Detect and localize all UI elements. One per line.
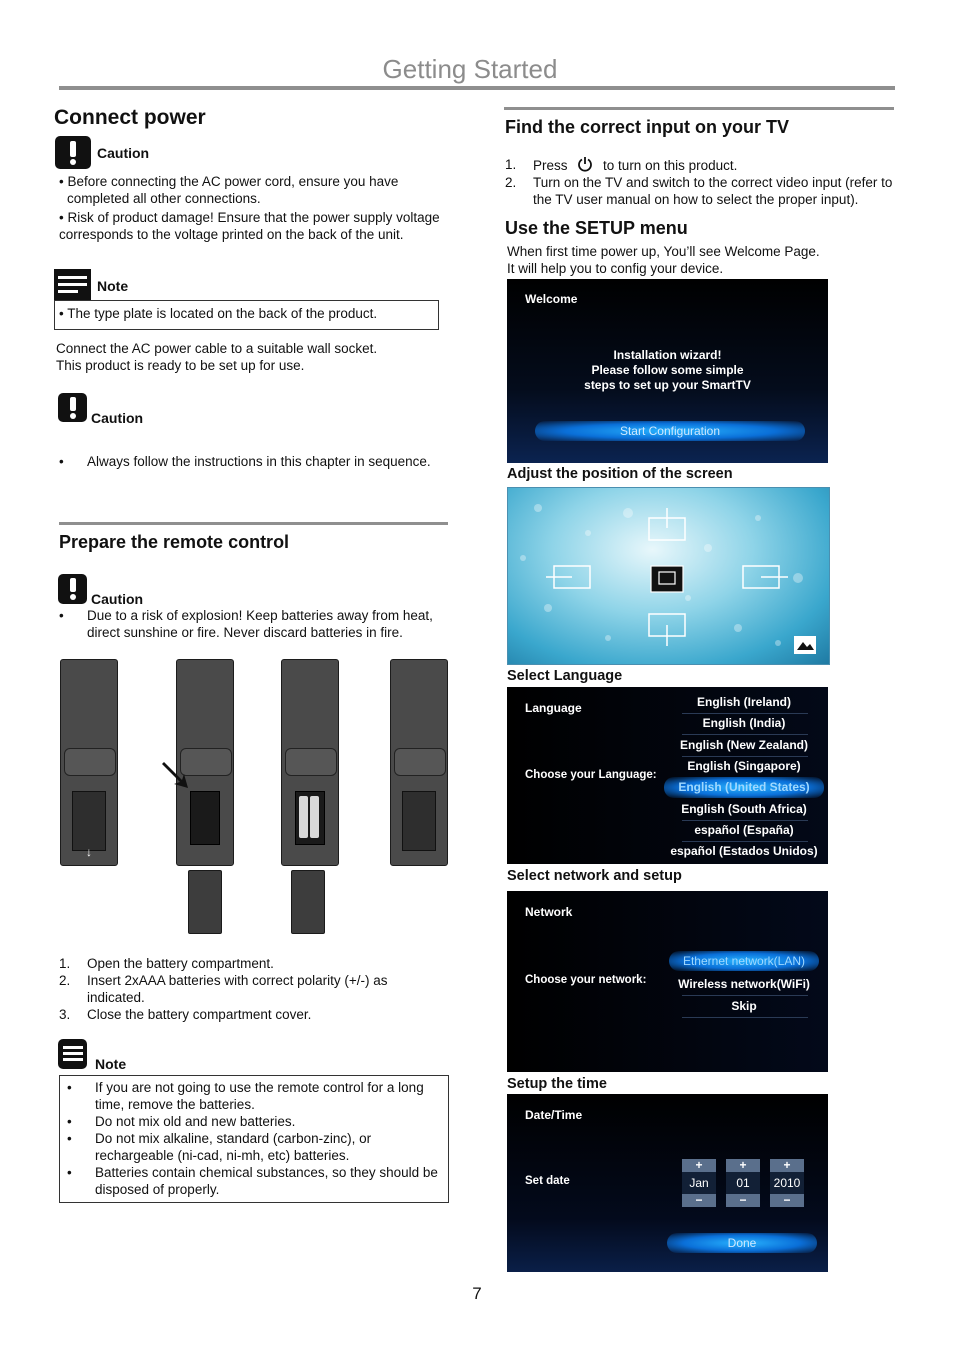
note-box (59, 1075, 449, 1203)
caution-label: Caution (91, 591, 144, 607)
setup-heading: Use the SETUP menu (505, 218, 688, 238)
language-option-selected[interactable]: English (United States) (664, 777, 824, 798)
connect-instructions (56, 340, 446, 374)
divider (682, 841, 808, 842)
paragraph: It will help you to config your device. (507, 261, 724, 276)
screen-caption: Select network and setup (507, 868, 682, 884)
step-item: 1. Open the battery compartment. (59, 956, 274, 971)
divider (682, 820, 808, 821)
welcome-screen (507, 279, 828, 463)
language-option[interactable]: English (New Zealand) (679, 738, 808, 752)
note-bullet: • Batteries contain chemical substances, so they should be disposed of properly. (67, 1165, 438, 1197)
paragraph: This product is ready to be set up for use. (56, 358, 305, 373)
arrow-icon (162, 760, 190, 790)
screen-text: Please follow some simple (591, 363, 744, 377)
caution-bullet: Always follow the instructions in this chapter in sequence. (87, 454, 431, 469)
caution-bullet: Due to a risk of explosion! Keep batteries away from heat, direct sunshine or fire. Never discard batteries in fire. (87, 608, 433, 640)
screen-caption: Setup the time (507, 1076, 607, 1092)
increment-button[interactable]: + (682, 1159, 716, 1172)
screen-caption: Adjust the position of the screen (507, 466, 733, 482)
battery-cover (291, 870, 325, 934)
bullet-dot: • (59, 454, 64, 469)
caution-label: Caution (91, 410, 144, 426)
step-item: 2. Turn on the TV and switch to the correct video input (refer to the TV user manual on how to select the proper input). (505, 175, 893, 207)
note-box (54, 300, 439, 330)
paragraph: Connect the AC power cable to a suitable wall socket. (56, 341, 378, 356)
language-option[interactable]: English (South Africa) (681, 802, 807, 816)
start-configuration-button[interactable]: Start Configuration (535, 421, 805, 441)
remote-heading: Prepare the remote control (59, 532, 290, 552)
screen-text: steps to set up your SmartTV (584, 378, 751, 392)
power-icon (577, 156, 593, 172)
divider (682, 1017, 808, 1018)
note-label: Note (95, 1056, 127, 1072)
increment-button[interactable]: + (770, 1159, 804, 1172)
remote-back: ↓ (60, 659, 118, 866)
caution-text (59, 173, 447, 243)
section-rule (59, 522, 448, 525)
divider (682, 734, 808, 735)
caution-bullet-row (59, 607, 449, 641)
note-bullet: • Do not mix alkaline, standard (carbon-zinc), or rechargeable (ni-cad, ni-mh, etc) batteries. (67, 1131, 372, 1163)
decrement-button[interactable]: − (682, 1194, 716, 1207)
network-screen (507, 891, 828, 1072)
note-bullet: • Do not mix old and new batteries. (67, 1114, 296, 1129)
screen-title: Language (525, 701, 582, 715)
paragraph: When first time power up, You’ll see Welcome Page. (507, 244, 820, 259)
remote-steps (59, 955, 449, 1023)
month-stepper[interactable] (682, 1159, 716, 1207)
done-button[interactable]: Done (667, 1233, 817, 1253)
battery-cover (188, 870, 222, 934)
page-title: Getting Started (382, 54, 558, 84)
decrement-button[interactable]: − (770, 1194, 804, 1207)
divider (682, 756, 808, 757)
network-prompt: Choose your network: (525, 974, 647, 986)
divider (682, 995, 808, 996)
find-input-steps (505, 156, 897, 208)
note-icon (54, 269, 91, 300)
year-value: 2010 (770, 1172, 804, 1194)
decrement-button[interactable]: − (726, 1194, 760, 1207)
caution-label: Caution (97, 145, 150, 161)
caution-icon (55, 136, 91, 169)
month-value: Jan (682, 1172, 716, 1194)
note-label: Note (97, 278, 129, 294)
network-option-selected[interactable]: Ethernet network(LAN) (669, 951, 819, 971)
network-option[interactable]: Wireless network(WiFi) (678, 977, 810, 991)
language-option[interactable]: español (Estados Unidos) (670, 844, 818, 858)
section-rule (504, 107, 894, 110)
caution-bullet: • Risk of product damage! Ensure that the power supply voltage corresponds to the voltage printed on the back of the unit. (59, 210, 440, 242)
caution-bullet: • Before connecting the AC power cord, ensure you have completed all other connections. (59, 174, 399, 206)
note-bullet: • If you are not going to use the remote control for a long time, remove the batteries. (67, 1080, 424, 1112)
datetime-screen (507, 1094, 828, 1272)
divider (682, 713, 808, 714)
screen-title: Date/Time (525, 1108, 583, 1122)
language-option[interactable]: English (Singapore) (687, 759, 801, 773)
screen-caption: Select Language (507, 668, 623, 684)
language-option[interactable]: English (India) (702, 716, 786, 730)
title-rule (59, 86, 895, 90)
bullet-dot: • (59, 608, 64, 623)
connect-power-heading: Connect power (54, 106, 206, 129)
page-number: 7 (472, 1284, 482, 1303)
screen-text: Installation wizard! (613, 348, 722, 362)
step-item: 3. Close the battery compartment cover. (59, 1007, 312, 1022)
step-item: 1. Press to turn on this product. (505, 157, 738, 173)
screen-title: Welcome (525, 292, 578, 306)
language-option[interactable]: español (España) (694, 823, 794, 837)
note-text: • The type plate is located on the back of the product. (59, 306, 378, 321)
caution-icon (58, 574, 87, 604)
day-value: 01 (726, 1172, 760, 1194)
date-prompt: Set date (525, 1175, 570, 1187)
network-option[interactable]: Skip (731, 999, 757, 1013)
step-item: 2. Insert 2xAAA batteries with correct polarity (+/-) as indicated. (59, 973, 388, 1005)
setup-intro (507, 243, 897, 277)
increment-button[interactable]: + (726, 1159, 760, 1172)
remote-batteries (281, 659, 339, 866)
adjust-position-screen (507, 487, 830, 665)
language-screen (507, 687, 828, 864)
day-stepper[interactable] (726, 1159, 760, 1207)
year-stepper[interactable] (770, 1159, 804, 1207)
language-prompt: Choose your Language: (525, 769, 657, 781)
remote-closed (390, 659, 448, 866)
screen-title: Network (525, 905, 573, 919)
language-option[interactable]: English (Ireland) (696, 695, 791, 709)
find-input-heading: Find the correct input on your TV (505, 117, 790, 137)
caution-icon (58, 393, 87, 422)
note-icon (58, 1039, 87, 1069)
